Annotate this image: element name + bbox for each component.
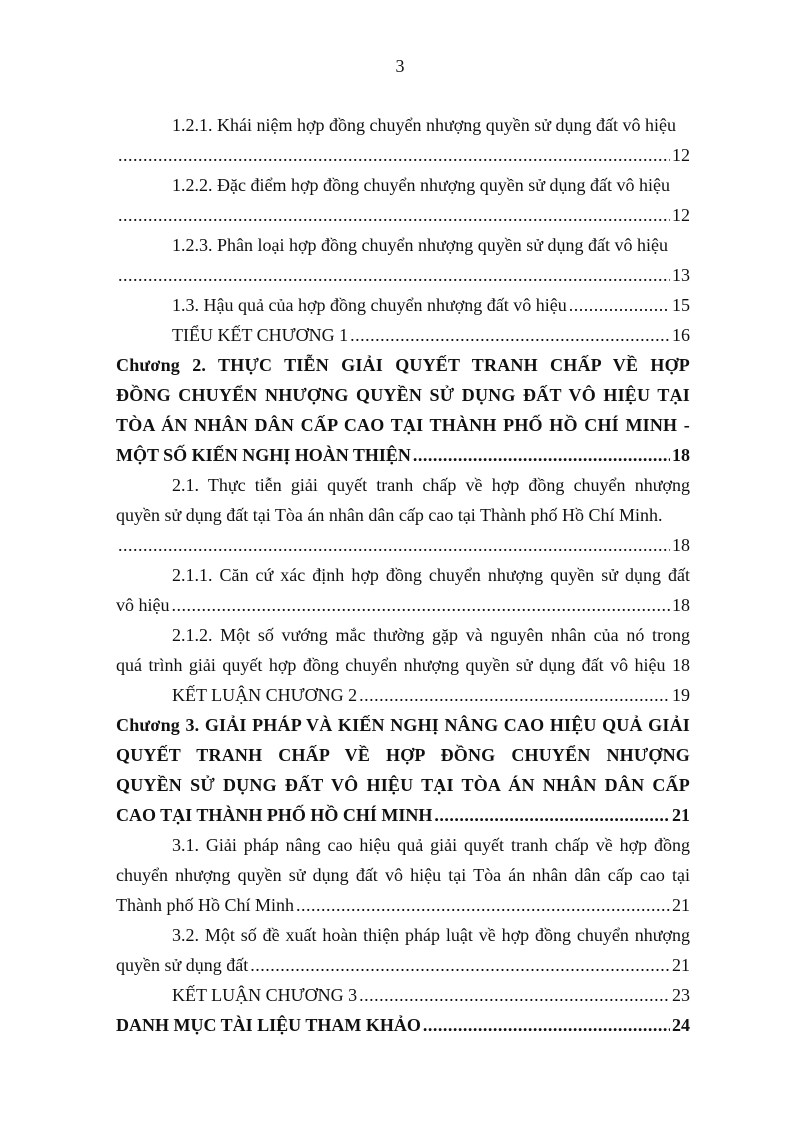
toc-entry-chuong-3[interactable]: [116, 710, 690, 830]
toc-entry-title: 3.2. Một số đề xuất hoàn thiện pháp luật về hợp đồng chuyển nhượng: [172, 925, 690, 945]
toc-page-number: 21: [672, 805, 690, 825]
toc-entry-title: quá trình giải quyết hợp đồng chuyển nhượng quyền sử dụng đất vô hiệu 18: [116, 655, 690, 675]
toc-leader-line: [116, 320, 690, 350]
toc-entry-3-1[interactable]: [116, 830, 690, 920]
toc-entry-title: 1.2.2. Đặc điểm hợp đồng chuyển nhượng quyền sử dụng đất vô hiệu: [172, 175, 670, 195]
toc-entry-1-2-2[interactable]: [116, 170, 690, 230]
dot-leader: [434, 800, 670, 830]
dot-leader: [359, 980, 670, 1010]
table-of-contents: [116, 110, 690, 1040]
toc-leader-line: [116, 440, 690, 470]
toc-entry-chuong-2[interactable]: [116, 350, 690, 470]
toc-entry-title: vô hiệu: [116, 595, 170, 615]
dot-leader: [296, 890, 670, 920]
toc-entry-title: KẾT LUẬN CHƯƠNG 2: [172, 685, 358, 705]
toc-entry-title: QUYẾT TRANH CHẤP VỀ HỢP ĐỒNG CHUYỂN NHƯỢNG: [116, 745, 690, 765]
dot-leader: [118, 200, 670, 230]
toc-page-number: 24: [672, 1015, 690, 1035]
toc-entry-title: KẾT LUẬN CHƯƠNG 3: [172, 985, 358, 1005]
toc-leader-line: [116, 890, 690, 920]
toc-entry-2-1-2[interactable]: [116, 620, 690, 680]
toc-entry-title: 2.1.1. Căn cứ xác định hợp đồng chuyển nhượng quyền sử dụng đất: [172, 565, 690, 585]
toc-leader-line: [116, 290, 690, 320]
toc-entry-references[interactable]: [116, 1010, 690, 1040]
toc-entry-title: chuyển nhượng quyền sử dụng đất vô hiệu tại Tòa án nhân dân cấp cao tại: [116, 865, 690, 885]
toc-entry-title: Thành phố Hồ Chí Minh: [116, 895, 294, 915]
toc-entry-ket-luan-2[interactable]: [116, 680, 690, 710]
toc-leader-line: [116, 980, 690, 1010]
toc-entry-title: 1.3. Hậu quả của hợp đồng chuyển nhượng đất vô hiệu: [172, 295, 567, 315]
toc-entry-2-1[interactable]: [116, 470, 690, 560]
toc-entry-1-2-1[interactable]: [116, 110, 690, 170]
toc-entry-2-1-1[interactable]: [116, 560, 690, 620]
dot-leader: [172, 590, 671, 620]
toc-entry-title: DANH MỤC TÀI LIỆU THAM KHẢO: [116, 1015, 421, 1035]
toc-leader-line: [116, 260, 690, 290]
toc-entry-title: 2.1.2. Một số vướng mắc thường gặp và nguyên nhân của nó trong: [172, 625, 690, 645]
toc-page-number: 21: [672, 895, 690, 915]
toc-entry-1-3[interactable]: [116, 290, 690, 320]
toc-leader-line: [116, 530, 690, 560]
toc-entry-title: MỘT SỐ KIẾN NGHỊ HOÀN THIỆN: [116, 445, 411, 465]
toc-page-number: 18: [672, 595, 690, 615]
toc-entry-title: quyền sử dụng đất: [116, 955, 249, 975]
dot-leader: [118, 140, 670, 170]
toc-entry-1-2-3[interactable]: [116, 230, 690, 290]
toc-entry-title: QUYỀN SỬ DỤNG ĐẤT VÔ HIỆU TẠI TÒA ÁN NHÂN DÂN CẤP: [116, 775, 690, 795]
toc-page-number: 19: [672, 685, 690, 705]
toc-entry-title: TÒA ÁN NHÂN DÂN CẤP CAO TẠI THÀNH PHỐ HỒ CHÍ MINH -: [116, 415, 690, 435]
dot-leader: [118, 260, 670, 290]
toc-entry-title: 1.2.3. Phân loại hợp đồng chuyển nhượng quyền sử dụng đất vô hiệu: [172, 235, 668, 255]
toc-entry-ket-luan-3[interactable]: [116, 980, 690, 1010]
toc-entry-title: Chương 2. THỰC TIỄN GIẢI QUYẾT TRANH CHẤP VỀ HỢP: [116, 355, 690, 375]
dot-leader: [359, 680, 670, 710]
dot-leader: [350, 320, 670, 350]
toc-page-number: 12: [672, 145, 690, 165]
toc-leader-line: [116, 800, 690, 830]
toc-page-number: 21: [672, 955, 690, 975]
toc-entry-title: 3.1. Giải pháp nâng cao hiệu quả giải quyết tranh chấp về hợp đồng: [172, 835, 690, 855]
toc-entry-title: CAO TẠI THÀNH PHỐ HỒ CHÍ MINH: [116, 805, 433, 825]
toc-entry-title: quyền sử dụng đất tại Tòa án nhân dân cấp cao tại Thành phố Hồ Chí Minh.: [116, 505, 663, 525]
toc-page-number: 12: [672, 205, 690, 225]
dot-leader: [118, 530, 670, 560]
toc-entry-tieu-ket-1[interactable]: [116, 320, 690, 350]
dot-leader: [413, 440, 670, 470]
page-number: 3: [395, 56, 405, 76]
toc-page-number: 18: [672, 445, 690, 465]
toc-leader-line: [116, 950, 690, 980]
toc-entry-title: 2.1. Thực tiễn giải quyết tranh chấp về hợp đồng chuyển nhượng: [172, 475, 690, 495]
toc-entry-title: ĐỒNG CHUYỂN NHƯỢNG QUYỀN SỬ DỤNG ĐẤT VÔ HIỆU TẠI: [116, 385, 690, 405]
dot-leader: [250, 950, 670, 980]
toc-page-number: 15: [672, 295, 690, 315]
toc-leader-line: [116, 680, 690, 710]
toc-leader-line: [116, 590, 690, 620]
toc-leader-line: [116, 200, 690, 230]
toc-page-number: 18: [672, 535, 690, 555]
toc-page-number: 16: [672, 325, 690, 345]
dot-leader: [423, 1010, 670, 1040]
toc-entry-title: Chương 3. GIẢI PHÁP VÀ KIẾN NGHỊ NÂNG CAO HIỆU QUẢ GIẢI: [116, 715, 690, 735]
toc-entry-3-2[interactable]: [116, 920, 690, 980]
toc-page-number: 23: [672, 985, 690, 1005]
dot-leader: [569, 290, 670, 320]
toc-leader-line: [116, 1010, 690, 1040]
toc-entry-title: 1.2.1. Khái niệm hợp đồng chuyển nhượng quyền sử dụng đất vô hiệu: [172, 115, 676, 135]
toc-entry-title: TIỂU KẾT CHƯƠNG 1: [172, 325, 349, 345]
toc-leader-line: [116, 140, 690, 170]
toc-page-number: 13: [672, 265, 690, 285]
